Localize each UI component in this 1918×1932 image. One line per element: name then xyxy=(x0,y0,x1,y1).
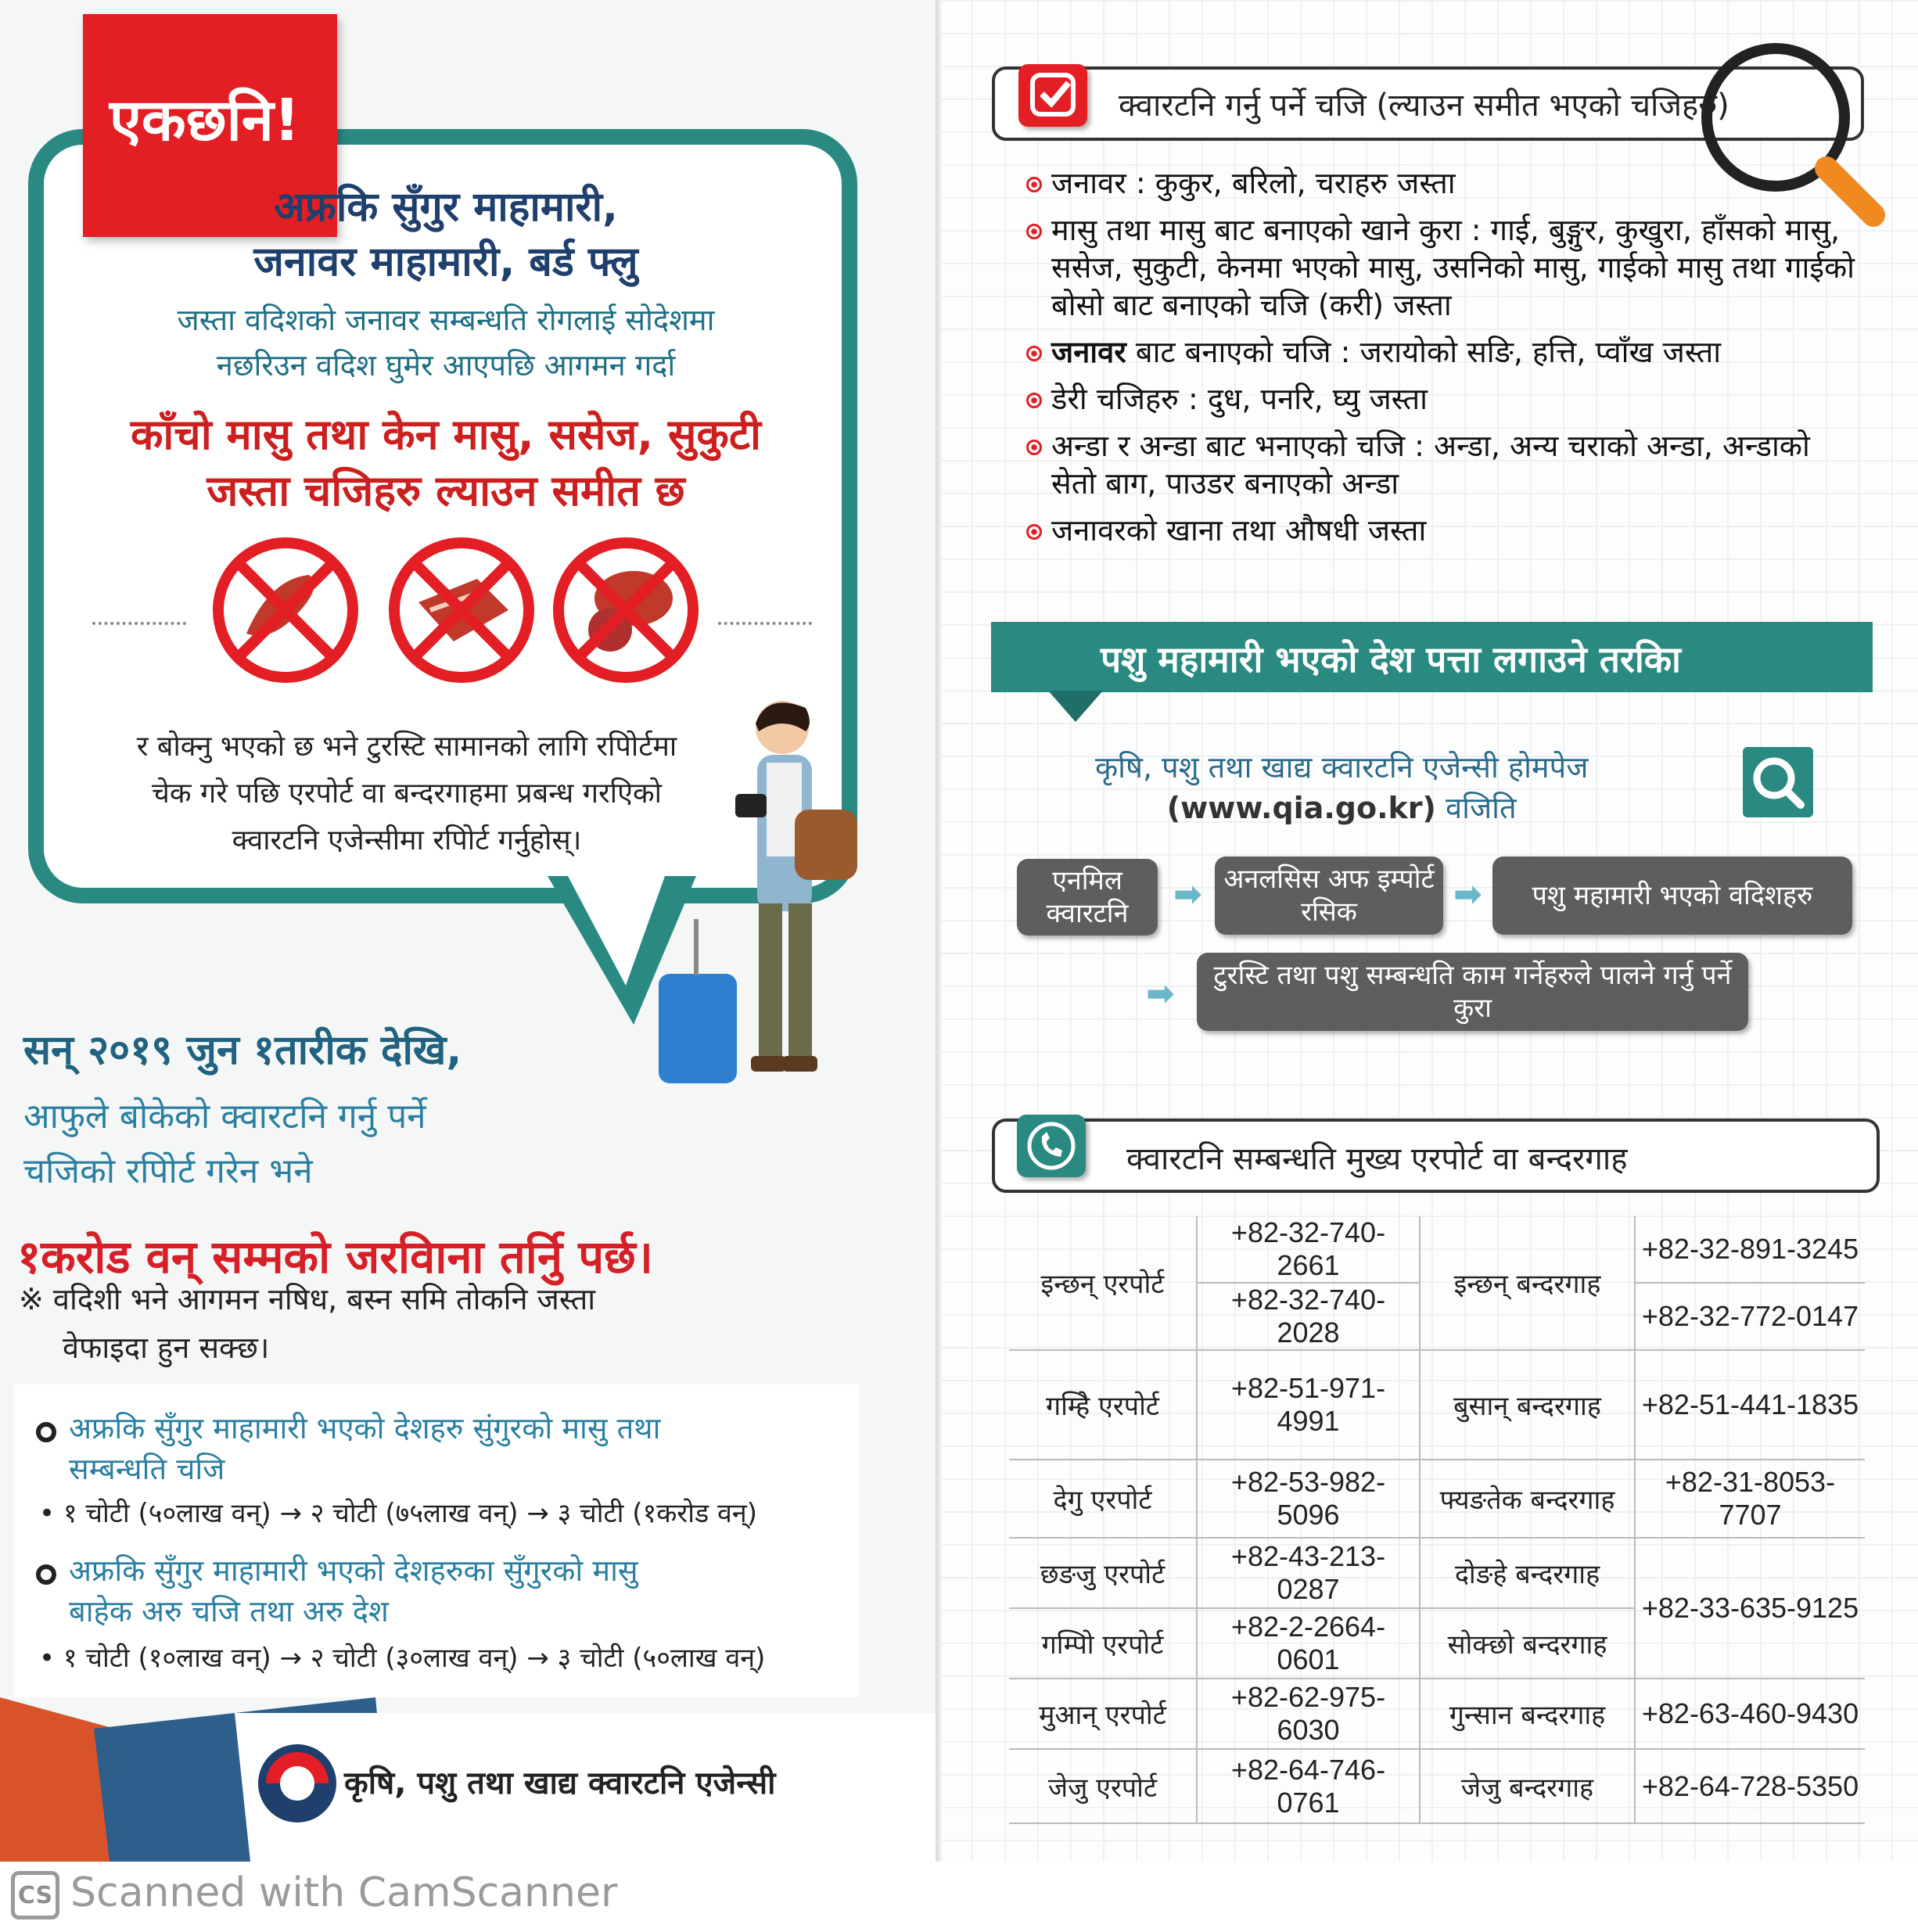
instruction-line: र बोक्नु भएको छ भने टुरस्टि सामानको लागि रपिोर्टमा xyxy=(136,731,677,763)
search-icon[interactable] xyxy=(1743,747,1813,817)
phone-number[interactable]: +82-63-460-9430 xyxy=(1635,1679,1865,1749)
phone-number[interactable]: +82-32-740-2028 xyxy=(1197,1283,1420,1350)
subtitle-line: नछरिउन वदिश घुमेर आएपछि आगमन गर्दा xyxy=(216,348,676,382)
airport-name: जेजु एरपोर्ट xyxy=(1009,1749,1197,1823)
list-item: मासु तथा मासु बाट बनाएको खाने कुरा : गाई, बुङ्गुर, कुखुरा, हाँसको मासु, ससेज, सुकुटी, केनमा भएको मासु, उसनिको मासु, गाईको मासु तथा गाईको बोसो बाट बनाएको चजि (करी) जस्ता xyxy=(1026,211,1855,324)
note-line: ※ वदिशी भने आगमन नषिध, बस्न समि तोकनि जस्ता xyxy=(19,1282,596,1316)
site-suffix: वजिति xyxy=(1435,791,1517,825)
camscanner-logo: CS xyxy=(11,1871,59,1919)
phone-number[interactable]: +82-64-728-5350 xyxy=(1635,1749,1865,1823)
phone-number[interactable]: +82-51-441-1835 xyxy=(1635,1350,1865,1460)
report-instructions xyxy=(78,724,735,864)
phone-number[interactable]: +82-31-8053-7707 xyxy=(1635,1460,1865,1538)
rule-line: आफुले बोकेको क्वारटनि गर्नु पर्ने xyxy=(23,1097,426,1137)
list-item xyxy=(1026,333,1855,371)
no-canned-meat-icon xyxy=(548,532,704,688)
section1-title: क्वारटनि गर्नु पर्ने चजि (ल्याउन समीत भएको चजिहरु) xyxy=(1119,88,1729,124)
instruction-line: क्वारटनि एजेन्सीमा रपिोर्ट गर्नुहोस्। xyxy=(232,824,582,856)
rule-line: चजिको रपिोर्ट गरेन भने xyxy=(23,1151,313,1191)
list-item: अन्डा र अन्डा बाट भनाएको चजि : अन्डा, अन्य चराको अन्डा, अन्डाको सेतो बाग, पाउडर बनाएको अन्डा xyxy=(1026,427,1855,502)
port-name: दोङहे बन्दरगाह xyxy=(1420,1538,1635,1608)
list-item-text: बाट बनाएको चजि : जरायोको सङि, हत्ति, प्वाँख जस्ता xyxy=(1126,335,1722,369)
list-item: जनावर : कुकुर, बरिलो, चराहरु जस्ता xyxy=(1026,164,1855,202)
airport-name: देगु एरपोर्ट xyxy=(1009,1460,1197,1538)
arrow-right-icon: ➡ xyxy=(1146,974,1175,1014)
phone-number[interactable]: +82-64-746-0761 xyxy=(1197,1749,1420,1823)
no-raw-meat-icon xyxy=(383,532,540,688)
instruction-line: चेक गरे पछि एरपोर्ट वा बन्दरगाहमा प्रबन्ध गरएिको xyxy=(152,777,662,810)
airport-name: गम्पिो एरपोर्ट xyxy=(1009,1608,1197,1679)
dotted-divider xyxy=(718,622,812,625)
website-instructions xyxy=(1095,747,1588,828)
prohibited-items-heading xyxy=(70,407,821,519)
header-pointer xyxy=(1048,691,1103,726)
scanner-watermark: Scanned with CamScanner xyxy=(70,1869,618,1916)
phone-number[interactable]: +82-33-635-9125 xyxy=(1635,1538,1865,1679)
title-line: अफ्रकि सुँगुर माहामारी, xyxy=(274,184,618,231)
note-block xyxy=(19,1275,595,1372)
arrow-right-icon: ➡ xyxy=(1453,874,1482,914)
circle-bullet-icon xyxy=(36,1564,56,1585)
site-url[interactable]: (www.qia.go.kr) xyxy=(1166,791,1436,825)
section3-title: क्वारटनि सम्बन्धति मुख्य एरपोर्ट वा बन्दरगाह xyxy=(1126,1141,1628,1177)
traveler-illustration xyxy=(649,692,884,1107)
airport-name: छङजु एरपोर्ट xyxy=(1009,1538,1197,1608)
port-name: जेजु बन्दरगाह xyxy=(1420,1749,1635,1823)
port-name: बुसान् बन्दरगाह xyxy=(1420,1350,1635,1460)
fine-warning: १करोड वन् सम्मको जरविाना तर्नुि पर्छ। xyxy=(17,1230,653,1284)
airport-name: मुआन् एरपोर्ट xyxy=(1009,1679,1197,1749)
contacts-table xyxy=(1009,1216,1865,1824)
banner-title: एकछनि! xyxy=(110,87,300,154)
section2-title: पशु महामारी भएको देश पत्ता लगाउने तरकिा xyxy=(1101,638,1681,681)
phone-number[interactable]: +82-2-2664-0601 xyxy=(1197,1608,1420,1679)
section2-header xyxy=(991,622,1873,692)
phone-icon xyxy=(1017,1115,1086,1177)
phone-number[interactable]: +82-32-891-3245 xyxy=(1635,1216,1865,1283)
title-block xyxy=(172,180,720,289)
title-line: जनावर माहामारी, बर्ड फ्लु xyxy=(253,239,638,285)
no-sausage-icon xyxy=(207,532,364,688)
checkmark-icon xyxy=(1018,64,1087,127)
penalty-steps: • १ चोटी (५०लाख वन्) → २ चोटी (७५लाख वन्) → ३ चोटी (१करोड वन्) xyxy=(39,1498,758,1529)
agency-name: कृषि, पशु तथा खाद्य क्वारटनि एजेन्सी xyxy=(344,1765,776,1801)
phone-number[interactable]: +82-32-740-2661 xyxy=(1197,1216,1420,1283)
phone-number[interactable]: +82-62-975-6030 xyxy=(1197,1679,1420,1749)
penalty-heading xyxy=(69,1408,660,1489)
arrow-right-icon: ➡ xyxy=(1173,874,1202,914)
circle-bullet-icon xyxy=(36,1422,56,1442)
port-name: इन्छन् बन्दरगाह xyxy=(1420,1216,1635,1350)
port-name: सोक्छो बन्दरगाह xyxy=(1420,1608,1635,1679)
list-item: जनावरको खाना तथा औषधी जस्ता xyxy=(1026,512,1855,549)
phone-number[interactable]: +82-51-971-4991 xyxy=(1197,1350,1420,1460)
step-animal-quarantine[interactable]: एनमिल क्वारटनि xyxy=(1017,859,1158,935)
rule-date: सन् २०१९ जुन १तारीक देखि, xyxy=(23,1027,462,1074)
table-row xyxy=(1009,1350,1865,1460)
list-item-bold: जनावर xyxy=(1051,335,1126,369)
dotted-divider xyxy=(92,622,186,625)
step-epidemic-countries[interactable]: पशु महामारी भएको वदिशहरु xyxy=(1492,856,1852,935)
list-item: डेरी चजिहरु : दुध, पनरि, घ्यु जस्ता xyxy=(1026,380,1855,418)
port-name: गुन्सान बन्दरगाह xyxy=(1420,1679,1635,1749)
subtitle-block xyxy=(94,297,798,388)
subtitle-line: जस्ता वदिशको जनावर सम्बन्धति रोगलाई सोदेशमा xyxy=(177,303,715,337)
phone-number[interactable]: +82-43-213-0287 xyxy=(1197,1538,1420,1608)
phone-number[interactable]: +82-53-982-5096 xyxy=(1197,1460,1420,1538)
step-traveler-guidelines[interactable]: टुरस्टि तथा पशु सम्बन्धति काम गर्नेहरुले पालने गर्नु पर्ने कुरा xyxy=(1197,953,1748,1031)
penalty-steps: • १ चोटी (१०लाख वन्) → २ चोटी (३०लाख वन्) → ३ चोटी (५०लाख वन्) xyxy=(39,1643,766,1674)
airport-name: इन्छन् एरपोर्ट xyxy=(1009,1216,1197,1350)
quarantine-items-list xyxy=(1026,164,1855,549)
note-line: वेफाइदा हुन सक्छ। xyxy=(63,1330,270,1365)
site-line xyxy=(1095,788,1588,828)
penalty-heading xyxy=(69,1550,638,1632)
penalty-heading-line: अफ्रकि सुँगुर माहामारी भएको देशहरु सुंगुरको मासु तथा xyxy=(69,1411,661,1445)
airport-name: गम्हिे एरपोर्ट xyxy=(1009,1350,1197,1460)
table-row xyxy=(1009,1216,1865,1283)
table-row xyxy=(1009,1749,1865,1823)
penalty-heading-line: अफ्रकि सुँगुर माहामारी भएको देशहरुका सुँगुरको मासु xyxy=(69,1553,638,1588)
step-import-risk-analysis[interactable]: अनलसिस अफ इम्पोर्ट रसिक xyxy=(1215,856,1443,935)
port-name: फ्यङतेक बन्दरगाह xyxy=(1420,1460,1635,1538)
site-line: कृषि, पशु तथा खाद्य क्वारटनि एजेन्सी होमपेज xyxy=(1095,750,1589,785)
penalty-heading-line: बाहेक अरु चजि तथा अरु देश xyxy=(69,1594,389,1629)
table-row xyxy=(1009,1460,1865,1538)
page-fold xyxy=(936,0,942,1862)
table-row xyxy=(1009,1679,1865,1749)
prohibited-line: काँचो मासु तथा केन मासु, ससेज, सुकुटी xyxy=(130,410,762,459)
prohibited-line: जस्ता चजिहरु ल्याउन समीत छ xyxy=(207,466,685,515)
table-row xyxy=(1009,1538,1865,1608)
phone-number[interactable]: +82-32-772-0147 xyxy=(1635,1283,1865,1350)
penalty-heading-line: सम्बन्धति चजि xyxy=(69,1452,225,1486)
